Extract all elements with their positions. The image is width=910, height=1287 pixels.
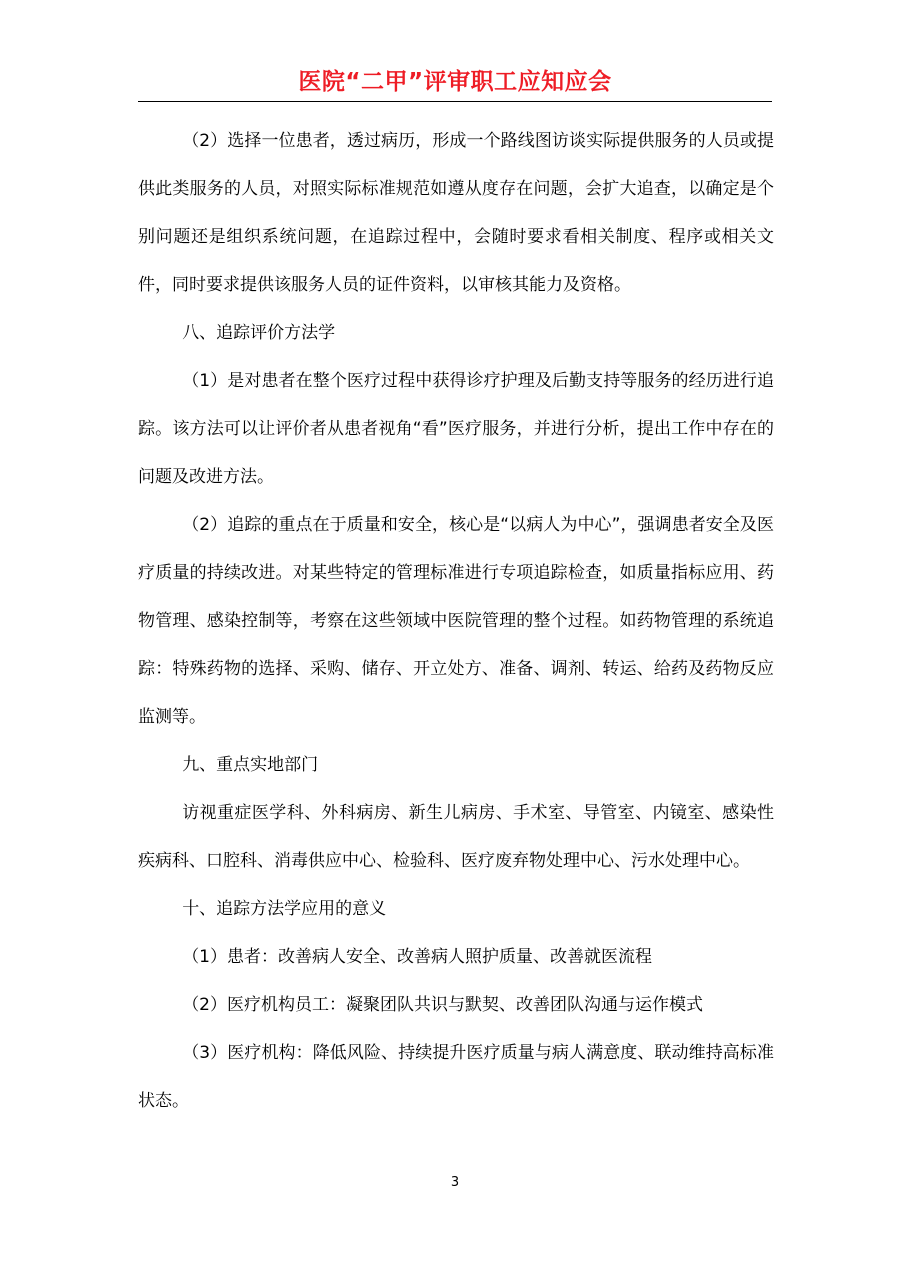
paragraph-tracer-step-2: （2）选择一位患者，透过病历，形成一个路线图访谈实际提供服务的人员或提供此类服务的人员，对照实际标准规范如遵从度存在问题，会扩大追查，以确定是个别问题还是组织系统问题，在追踪过程中，会随时要求看相关制度、程序或相关文件，同时要求提供该服务人员的证件资料，以审核其能力及资格。	[138, 131, 774, 295]
page-title: 医院“二甲”评审职工应知应会	[298, 69, 612, 95]
paragraph-significance-staff: （2）医疗机构员工：凝聚团队共识与默契、改善团队沟通与运作模式	[182, 995, 704, 1015]
paragraph-departments: 访视重症医学科、外科病房、新生儿病房、手术室、导管室、内镜室、感染性疾病科、口腔科、消毒供应中心、检验科、医疗废弃物处理中心、污水处理中心。	[138, 803, 774, 871]
section-heading-9: 九、重点实地部门	[182, 755, 319, 775]
paragraph-methodology-2: （2）追踪的重点在于质量和安全，核心是“以病人为中心”，强调患者安全及医疗质量的持续改进。对某些特定的管理标准进行专项追踪检查，如质量指标应用、药物管理、感染控制等，考察在这些领域中医院管理的整个过程。如药物管理的系统追踪：特殊药物的选择、采购、储存、开立处方、准备、调剂、转运、给药及药物反应监测等。	[138, 515, 774, 727]
paragraph-methodology-1: （1）是对患者在整个医疗过程中获得诊疗护理及后勤支持等服务的经历进行追踪。该方法可以让评价者从患者视角“看”医疗服务，并进行分析，提出工作中存在的问题及改进方法。	[138, 371, 774, 487]
paragraph-significance-patient: （1）患者：改善病人安全、改善病人照护质量、改善就医流程	[182, 947, 653, 967]
section-heading-10: 十、追踪方法学应用的意义	[182, 899, 387, 919]
section-heading-8: 八、追踪评价方法学	[182, 323, 336, 343]
header-divider	[138, 101, 772, 102]
paragraph-significance-institution: （3）医疗机构：降低风险、持续提升医疗质量与病人满意度、联动维持高标准状态。	[138, 1043, 774, 1111]
document-body	[138, 117, 774, 1125]
page-number: 3	[450, 1175, 460, 1190]
